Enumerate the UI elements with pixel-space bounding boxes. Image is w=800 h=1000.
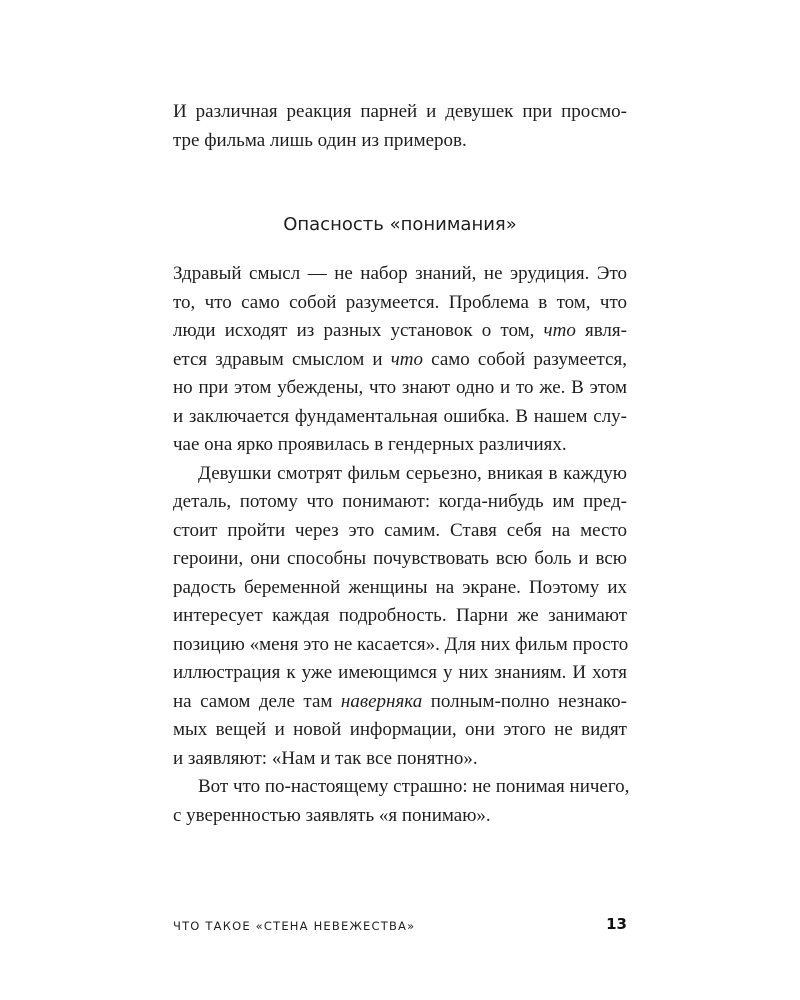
p3-line-2: с уверенностью заявлять «я понимаю». [173, 804, 491, 826]
p2-line-1: Девушки смотрят фильм серьезно, вникая в каждую [198, 462, 627, 484]
p2-line-10: мых вещей и новой информации, они этого не видят [173, 719, 627, 740]
p1-line-4-italic: что [390, 348, 424, 370]
main-text [173, 260, 630, 830]
p2-line-3: стоит пройти через это самим. Ставя себя на место [173, 519, 627, 541]
p1-line-3 [173, 317, 627, 346]
p1-line-2: то, что само собой разумеется. Проблема в том, что [173, 291, 627, 313]
paragraph-3 [173, 773, 630, 830]
p2-line-7: позицию «меня это не касается». Для них фильм просто [173, 633, 629, 655]
intro-line-2: тре фильма лишь один из примеров. [173, 129, 467, 151]
p1-line-4 [173, 346, 627, 375]
p2-line-8: иллюстрация к уже имеющимся у них знаниям. И хотя [173, 662, 627, 683]
section-heading: Опасность «понимания» [283, 214, 517, 235]
p1-line-6: и заключается фундаментальная ошибка. В нашем слу- [173, 405, 627, 427]
p1-line-5: но при этом убеждены, что знают одно и то же. В этом [173, 377, 627, 398]
paragraph-2 [173, 460, 627, 774]
intro-line-1: И различная реакция парней и девушек при просмо- [173, 101, 627, 122]
p2-line-11: и заявляют: «Нам и так все понятно». [173, 747, 478, 769]
p2-line-6: интересует каждая подробность. Парни же занимают [173, 605, 627, 626]
p1-line-7: чае она ярко проявилась в гендерных различиях. [173, 434, 567, 455]
p1-line-4-a: ется здравым смыслом и [173, 348, 391, 370]
p1-line-4-b: само собой разумеется, [423, 348, 627, 370]
p1-line-3-a: люди исходят из разных установок о том, [173, 320, 544, 341]
p3-line-1: Вот что по-настоящему страшно: не понимая ничего, [198, 776, 630, 797]
p2-line-4: героини, они способны почувствовать всю боль и всю [173, 548, 627, 569]
intro-paragraph [173, 98, 627, 155]
p2-line-9-b: полным-полно незнако- [422, 690, 627, 712]
p1-line-1: Здравый смысл — не набор знаний, не эрудиция. Это [173, 263, 627, 284]
p1-line-3-italic: что [543, 320, 576, 341]
page-number: 13 [606, 915, 627, 933]
p2-line-9-italic: наверняка [340, 690, 423, 712]
p2-line-9 [173, 688, 627, 717]
running-title: ЧТО ТАКОЕ «СТЕНА НЕВЕЖЕСТВА» [173, 919, 416, 933]
p2-line-5: радость беременной женщины на экране. Поэтому их [173, 576, 627, 598]
paragraph-1 [173, 260, 627, 460]
p2-line-2: деталь, потому что понимают: когда-нибудь им пред- [173, 491, 627, 512]
p2-line-9-a: на самом деле там [173, 690, 341, 712]
p1-line-3-b: явля- [575, 320, 627, 341]
